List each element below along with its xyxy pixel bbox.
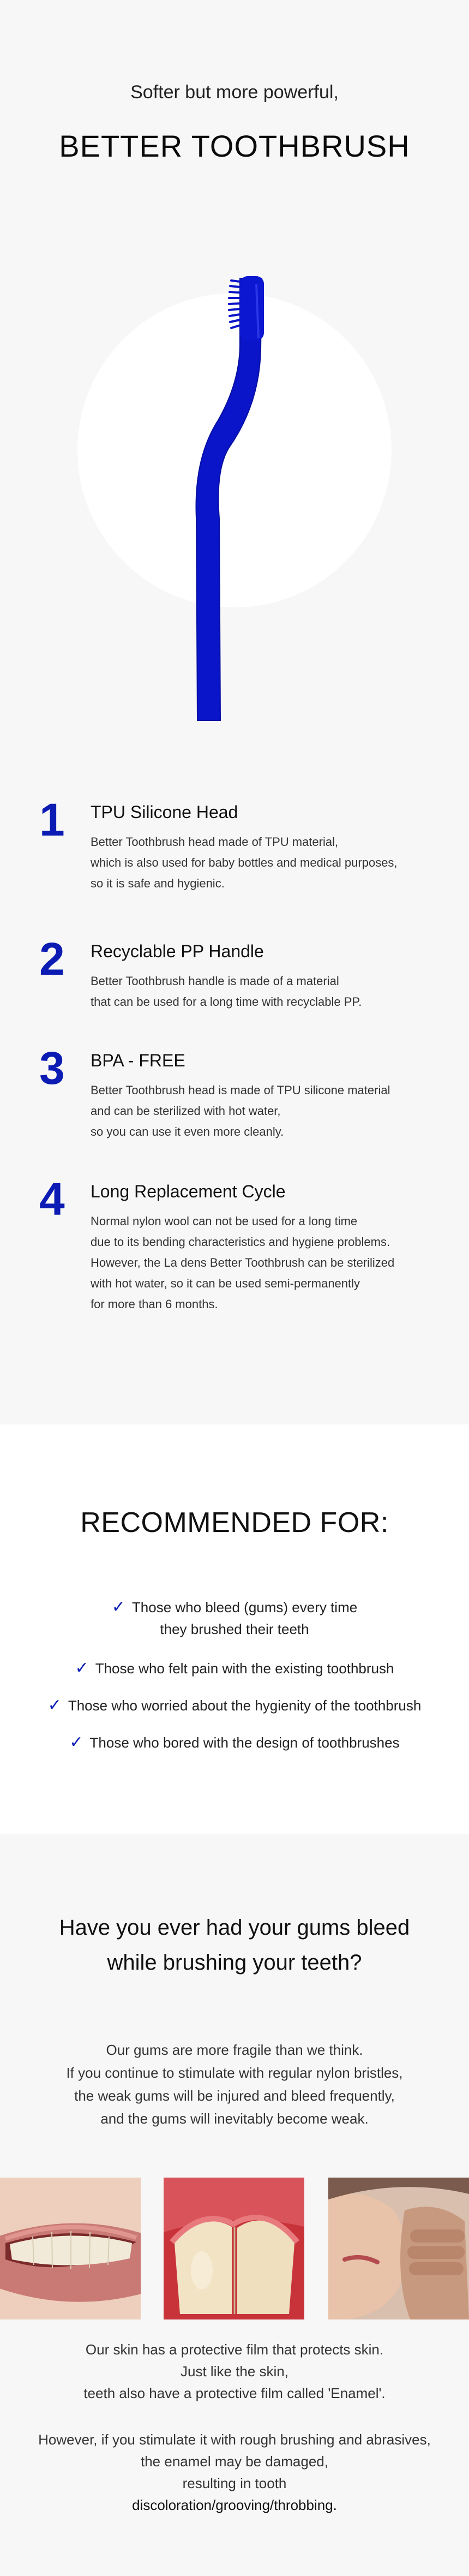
feature-line: due to its bending characteristics and hygiene problems.: [91, 1235, 390, 1249]
hero-title: BETTER TOOTHBRUSH: [59, 129, 410, 163]
recommended-text: Those who bored with the design of toothbrushes: [89, 1734, 400, 1751]
recommended-item: [0, 1732, 469, 1754]
feature-line: for more than 6 months.: [91, 1297, 218, 1311]
gums-question: [0, 1910, 469, 1980]
enamel-paragraph: However, if you stimulate it with rough brushing and abrasives, the enamel may be damaged, resulting in tooth discoloration/grooving/throbbing.: [0, 2429, 469, 2516]
recommended-text: Those who worried about the hygienity of the toothbrush: [68, 1697, 422, 1714]
gums-paragraph: Our gums are more fragile than we think. If you continue to stimulate with regular nylon bristles, the weak gums will be injured and bleed frequently, and the gums will inevitably become weak.: [66, 2042, 403, 2127]
product-visual: [0, 262, 469, 742]
feature-line: and can be sterilized with hot water,: [91, 1104, 281, 1118]
feature-line: Better Toothbrush head made of TPU material,: [91, 835, 339, 849]
recommended-item: [0, 1657, 469, 1679]
feature-description: [91, 1080, 440, 1142]
feature-line: so it is safe and hygienic.: [91, 876, 225, 890]
question-line: while brushing your teeth?: [107, 1951, 362, 1975]
feature-number: 1: [39, 794, 65, 845]
feature-line: that can be used for a long time with recyclable PP.: [91, 995, 362, 1009]
recommended-text: Those who felt pain with the existing toothbrush: [95, 1660, 394, 1677]
toothbrush-bristles: [229, 281, 240, 328]
recommended-title: RECOMMENDED FOR:: [80, 1507, 389, 1539]
feature-description: [91, 1211, 440, 1315]
photo-strip: [0, 2178, 469, 2319]
recommended-item: [0, 1695, 469, 1716]
toothache-cheek-photo: [328, 2178, 469, 2319]
smiling-mouth-photo: [0, 2178, 141, 2319]
check-icon: ✓: [69, 1733, 83, 1752]
feature-line: so you can use it even more cleanly.: [91, 1125, 284, 1138]
feature-description: [91, 832, 440, 894]
gums-section: [0, 1834, 469, 2576]
toothbrush-head: [240, 276, 264, 341]
check-icon: ✓: [111, 1597, 125, 1617]
feature-title: Long Replacement Cycle: [91, 1182, 286, 1201]
feature-title: TPU Silicone Head: [91, 802, 238, 822]
skin-paragraph: Our skin has a protective film that protects skin. Just like the skin, teeth also have a protective film called 'Enamel'.: [83, 2341, 386, 2401]
backdrop-circle: [77, 293, 392, 607]
hero-subtitle: Softer but more powerful,: [130, 82, 339, 103]
feature-line: Better Toothbrush handle is made of a material: [91, 974, 339, 988]
check-icon: ✓: [75, 1659, 89, 1678]
feature-number: 4: [39, 1173, 65, 1225]
question-line: Have you ever had your gums bleed: [59, 1916, 410, 1940]
feature-title: BPA - FREE: [91, 1051, 185, 1070]
recommended-text: they brushed their teeth: [160, 1621, 309, 1637]
bleeding-gum-closeup-photo: [164, 2178, 304, 2319]
feature-line: Better Toothbrush head is made of TPU silicone material: [91, 1083, 390, 1097]
feature-line: Normal nylon wool can not be used for a long time: [91, 1214, 358, 1228]
feature-number: 3: [39, 1042, 65, 1094]
feature-line: However, the La dens Better Toothbrush can be sterilized: [91, 1256, 395, 1269]
feature-line: with hot water, so it can be used semi-permanently: [91, 1277, 360, 1290]
toothbrush-image: [0, 262, 469, 742]
recommended-item: [0, 1596, 469, 1640]
feature-number: 2: [39, 933, 65, 985]
recommended-section: [0, 1424, 469, 1834]
feature-title: Recyclable PP Handle: [91, 941, 264, 961]
feature-description: [91, 971, 440, 1012]
check-icon: ✓: [47, 1696, 62, 1715]
recommended-text: Those who bleed (gums) every time: [131, 1599, 358, 1615]
emphasis-text: discoloration/grooving/throbbing.: [132, 2497, 337, 2513]
feature-line: which is also used for baby bottles and medical purposes,: [91, 856, 398, 869]
